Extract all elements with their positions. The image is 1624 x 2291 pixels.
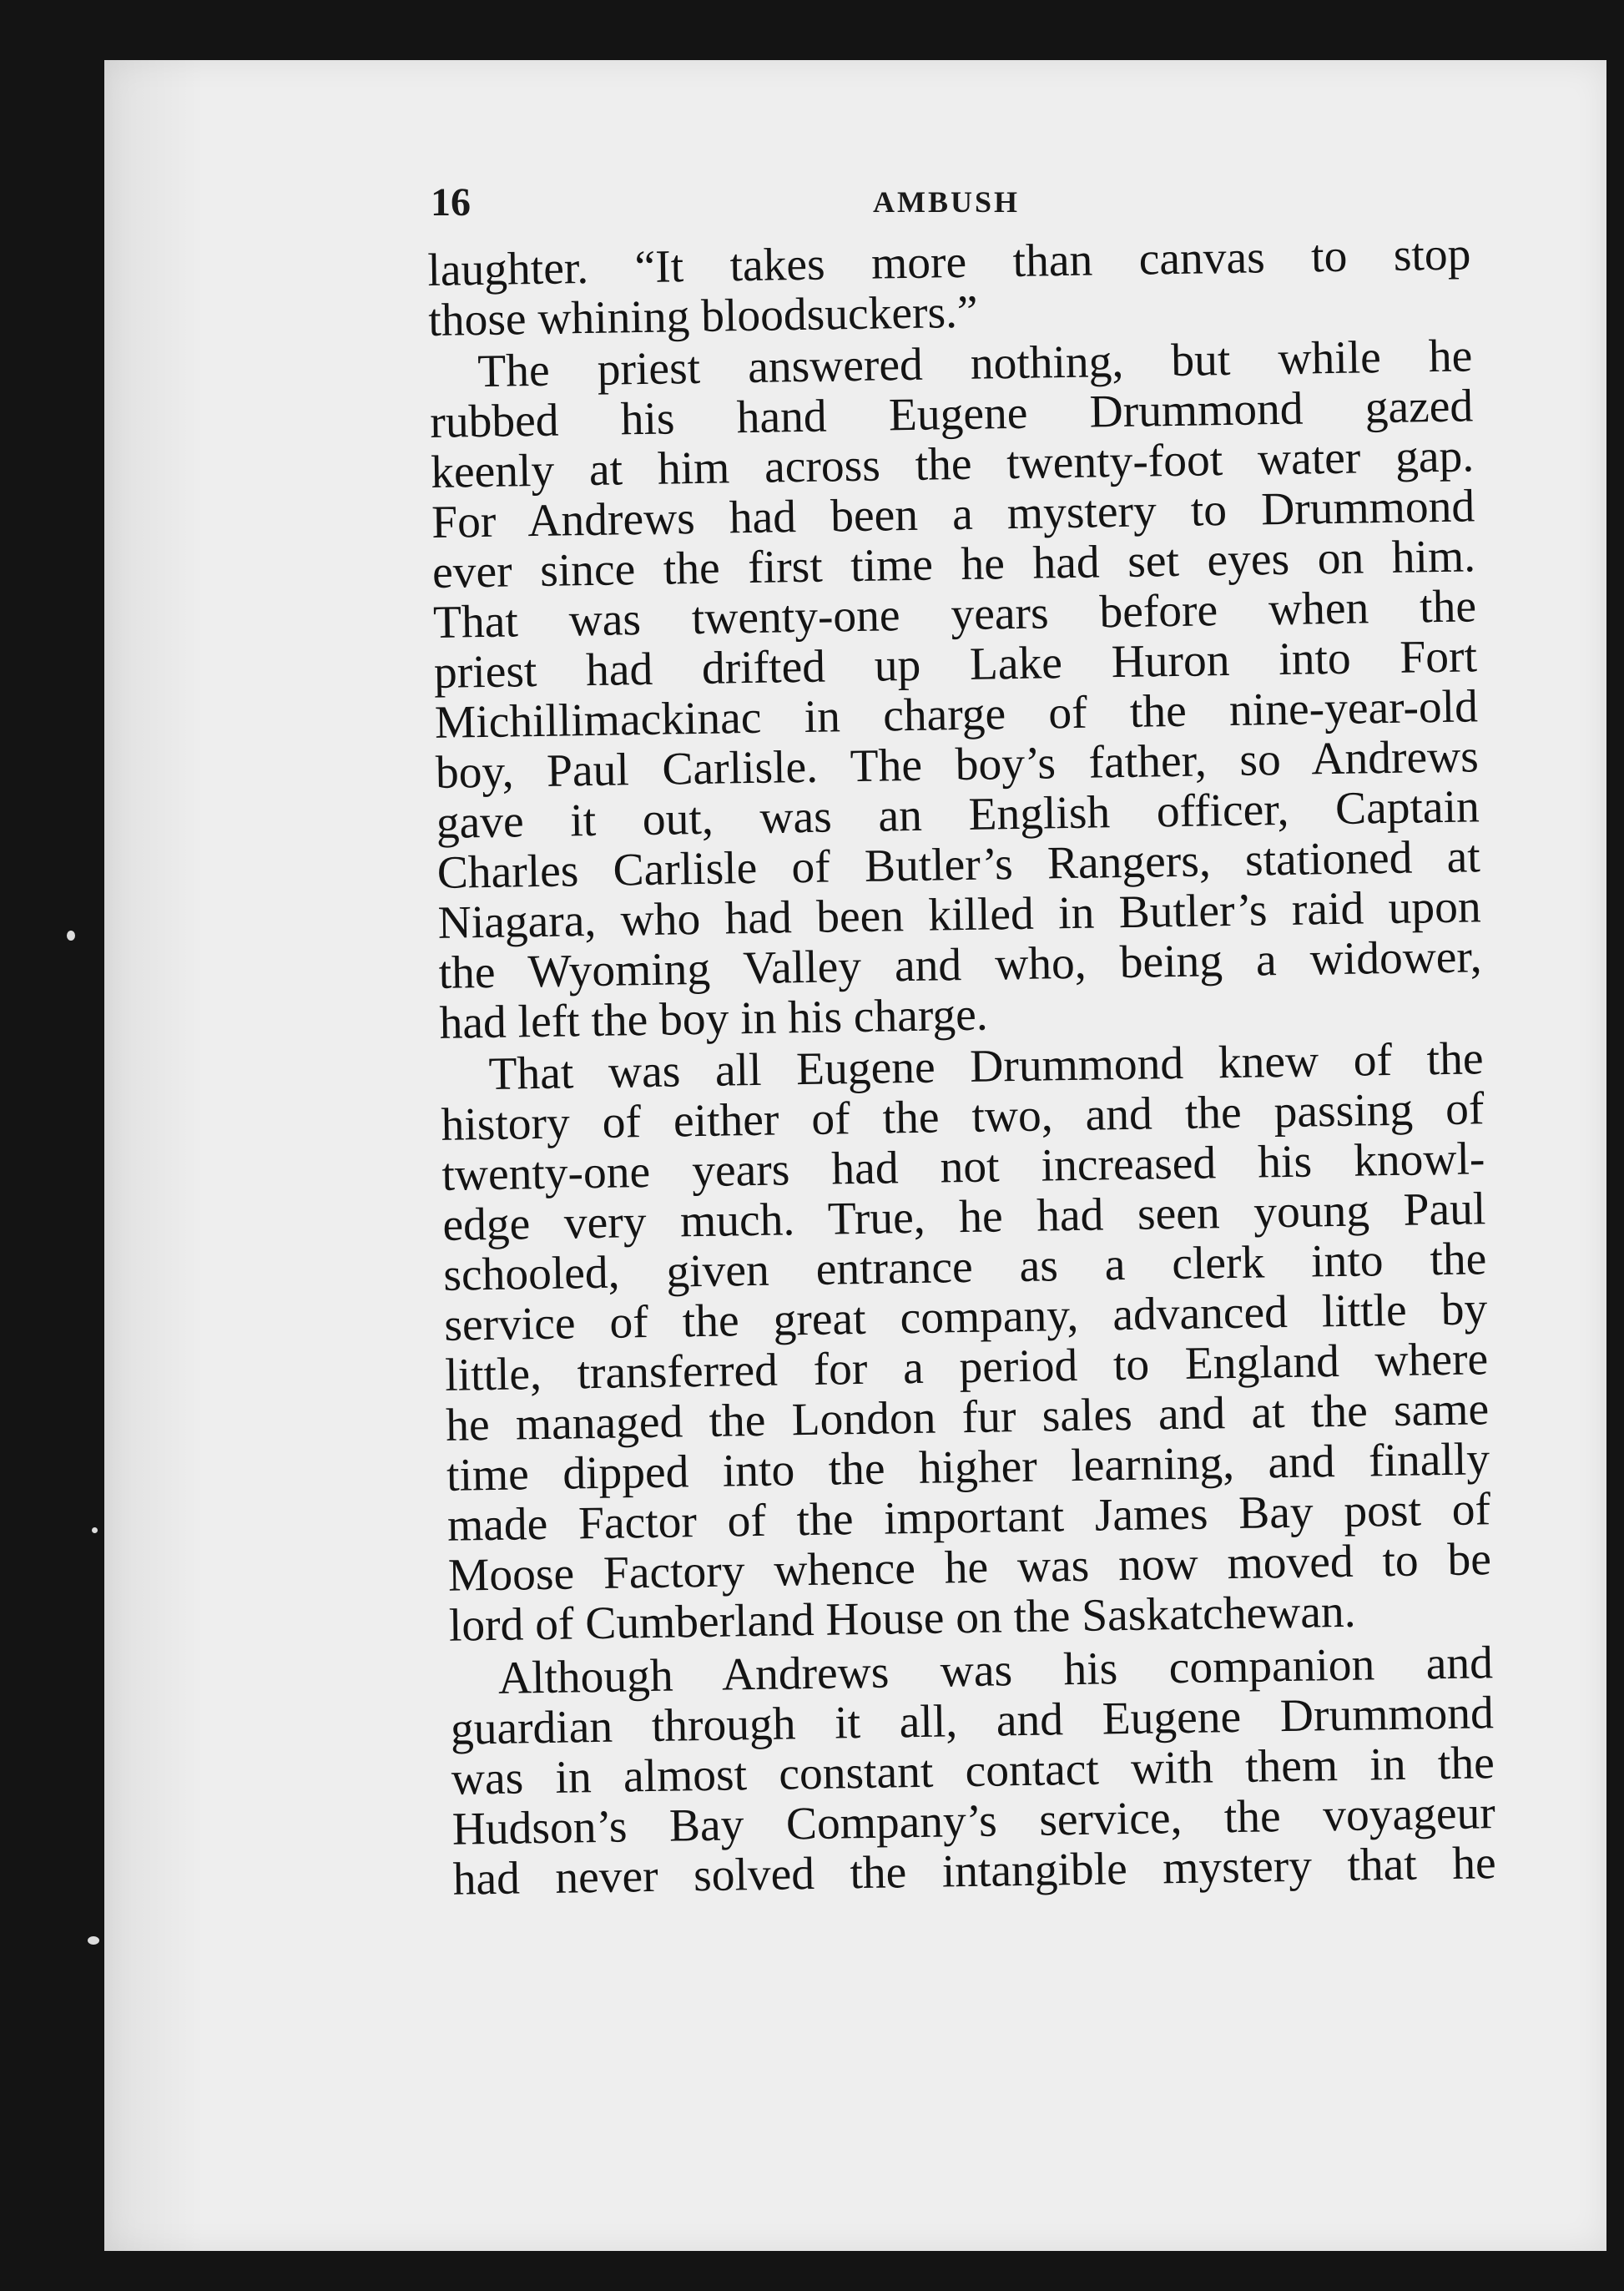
text-line: Although Andrews was his companion and [497, 1638, 1494, 1704]
text-line: was in almost constant contact with them in the [451, 1738, 1495, 1805]
text-line: Moose Factory whence he was now moved to be [447, 1534, 1492, 1602]
scan-speck [67, 931, 75, 941]
text-line: Niagara, who had been killed in Butler’s raid upon [437, 881, 1482, 949]
text-line: made Factor of the important James Bay post of [446, 1484, 1491, 1552]
text-line: history of either of the two, and the passing of [441, 1083, 1485, 1151]
paragraph [440, 1032, 1492, 1652]
paragraph [449, 1635, 1496, 1905]
text-line: Charles Carlisle of Butler’s Rangers, stationed at [436, 831, 1481, 899]
text-line: That was all Eugene Drummond knew of the [488, 1033, 1484, 1100]
text-line: had left the boy in his charge. [439, 989, 989, 1049]
text-line: twenty-one years had not increased his knowl- [441, 1133, 1485, 1201]
text-line: had never solved the intangible mystery that he [452, 1838, 1497, 1905]
text-line: he managed the London fur sales and at the same [445, 1384, 1490, 1451]
body-text [427, 230, 1496, 1905]
text-line: laughter. “It takes more than canvas to stop [426, 229, 1471, 296]
text-line: Michillimackinac in charge of the nine-year-old [434, 681, 1479, 749]
text-line: boy, Paul Carlisle. The boy’s father, so Andrews [435, 731, 1480, 799]
text-line: edge very much. True, he had seen young Paul [441, 1183, 1486, 1251]
paragraph [427, 230, 1472, 346]
text-line: rubbed his hand Eugene Drummond gazed [429, 381, 1474, 448]
text-line: lord of Cumberland House on the Saskatchewan. [448, 1586, 1356, 1652]
scan-speck [92, 1527, 98, 1533]
text-line: ever since the first time he had set eyes on him. [431, 531, 1476, 598]
text-line: For Andrews had been a mystery to Drummond [431, 481, 1475, 548]
gutter-shadow [104, 60, 204, 2251]
text-line: priest had drifted up Lake Huron into Fort [433, 631, 1478, 699]
text-line: That was twenty-one years before when the [432, 581, 1477, 648]
text-line: Hudson’s Bay Company’s service, the voyageur [451, 1788, 1496, 1855]
running-title: AMBUSH [873, 185, 1021, 219]
text-line: service of the great company, advanced little by [443, 1284, 1488, 1351]
text-line: gave it out, was an English officer, Captain [436, 781, 1480, 849]
running-head [431, 179, 1474, 230]
text-line: schooled, given entrance as a clerk into the [442, 1234, 1487, 1301]
text-line: the Wyoming Valley and who, being a widower, [438, 931, 1483, 999]
text-line: those whining bloodsuckers.” [427, 286, 979, 346]
page-number: 16 [431, 180, 471, 225]
text-line: guardian through it all, and Eugene Drummond [450, 1688, 1495, 1755]
text-line: keenly at him across the twenty-foot water gap. [430, 431, 1475, 498]
paragraph [429, 330, 1483, 1049]
text-line: The priest answered nothing, but while he [477, 331, 1473, 398]
text-line: time dipped into the higher learning, and finally [446, 1434, 1490, 1501]
scan-speck [88, 1936, 99, 1945]
text-line: little, transferred for a period to England where [444, 1334, 1489, 1401]
